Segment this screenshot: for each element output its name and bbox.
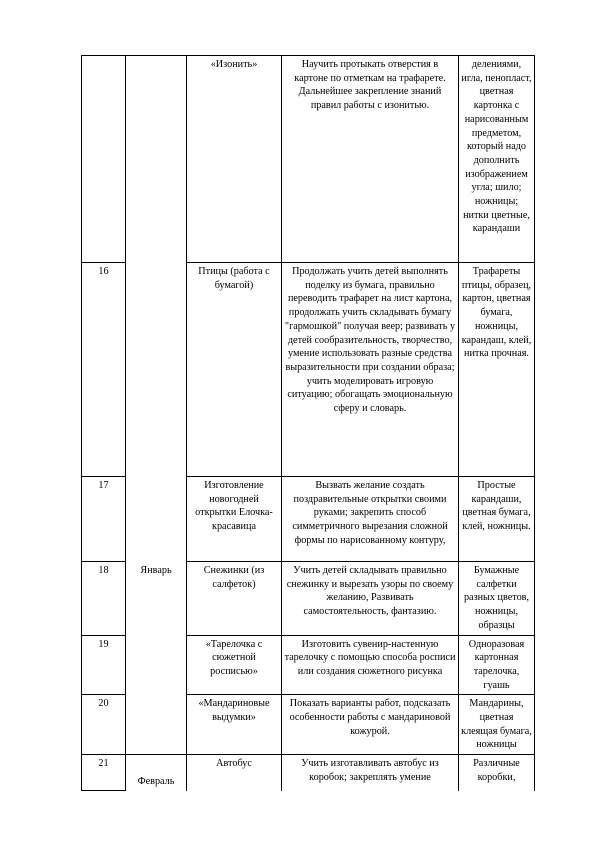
topic-cell: «Тарелочка с сюжетной росписью» <box>187 635 282 695</box>
materials-cell: Простые карандаши, цветная бумага, клей, ножницы. <box>459 477 535 562</box>
topic-cell: «Изонить» <box>187 56 282 263</box>
month-cell <box>126 562 187 636</box>
table-row <box>82 635 535 695</box>
row-number: 19 <box>82 635 126 695</box>
topic-cell: Изготовление новогодней открытки Елочка-красавица <box>187 477 282 562</box>
row-number: 16 <box>82 263 126 477</box>
row-number: 18 <box>82 562 126 636</box>
topic-cell: Птицы (работа с бумагой) <box>187 263 282 477</box>
topic-cell: Автобус <box>187 755 282 791</box>
goal-cell: Научить протыкать отверстия в картоне по отметкам на трафарете. Дальнейшее закрепление знаний правил работы с изонитью. <box>282 56 459 263</box>
table-row <box>82 755 535 791</box>
table-row <box>82 477 535 562</box>
goal-cell: Учить изготавливать автобус из коробок; закреплять умение <box>282 755 459 791</box>
goal-cell: Изготовить сувенир-настенную тарелочку с помощью способа росписи или создания сюжетного рисунка <box>282 635 459 695</box>
materials-cell: Мандарины, цветная клеящая бумага, ножницы <box>459 695 535 755</box>
materials-cell: Трафареты птицы, образец, картон, цветная бумага, ножницы, карандаш, клей, нитка прочная. <box>459 263 535 477</box>
row-number: 17 <box>82 477 126 562</box>
topic-cell: Снежинки (из салфеток) <box>187 562 282 636</box>
materials-cell: Бумажные салфетки разных цветов, ножницы, образцы <box>459 562 535 636</box>
goal-cell: Вызвать желание создать поздравительные открытки своими руками; закрепить способ симметричного вырезания сложной формы по нарисованному контуру, <box>282 477 459 562</box>
topic-cell: «Мандариновые выдумки» <box>187 695 282 755</box>
goal-cell: Учить детей складывать правильно снежинку и вырезать узоры по своему желанию, Развивать самостоятельность, фантазию. <box>282 562 459 636</box>
goal-cell: Продолжать учить детей выполнять поделку из бумага, правильно переводить трафарет на лист картона, продолжать учить складывать бумагу "гармошкой" получая веер; развивать у детей сообразительность, творчество, умение использовать разные средства выразительности при создании образа; учить моделировать игровую ситуацию; обогащать эмоциональную сферу и словарь. <box>282 263 459 477</box>
month-cell <box>126 695 187 755</box>
month-cell <box>126 477 187 562</box>
goal-cell: Показать варианты работ, подсказать особенности работы с мандариновой кожурой. <box>282 695 459 755</box>
table-row <box>82 562 535 636</box>
month-cell <box>126 635 187 695</box>
month-label: Январь <box>140 564 172 576</box>
table-row <box>82 263 535 477</box>
lesson-plan-table <box>81 55 535 791</box>
row-number: 21 <box>82 755 126 791</box>
row-number <box>82 56 126 263</box>
table-row <box>82 56 535 263</box>
month-cell <box>126 56 187 263</box>
materials-cell: Различные коробки, <box>459 755 535 791</box>
materials-cell: делениями, игла, пенопласт, цветная картонка с нарисованным предметом, который надо дополнить изображением угла; шило; ножницы; нитки цветные, карандаши <box>459 56 535 263</box>
materials-cell: Одноразовая картонная тарелочка, гуашь <box>459 635 535 695</box>
month-cell <box>126 755 187 791</box>
row-number: 20 <box>82 695 126 755</box>
table-row <box>82 695 535 755</box>
month-label: Февраль <box>137 775 175 787</box>
month-cell <box>126 263 187 477</box>
